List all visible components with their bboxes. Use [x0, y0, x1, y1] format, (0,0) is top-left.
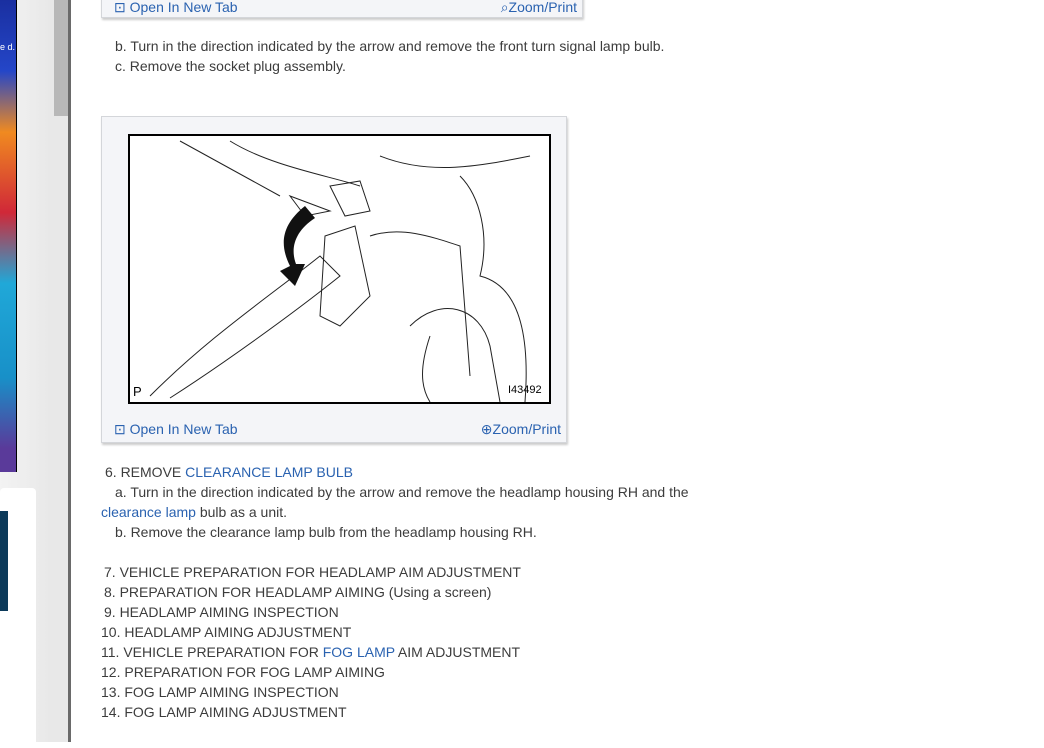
step-8: 8. PREPARATION FOR HEADLAMP AIMING (Using a screen) [104, 584, 492, 600]
open-new-tab-link[interactable] [114, 0, 238, 15]
step-11-pre: 11. VEHICLE PREPARATION FOR [101, 644, 323, 660]
step-12: 12. PREPARATION FOR FOG LAMP AIMING [101, 664, 385, 680]
open-new-tab-icon: ⊡ [114, 0, 126, 15]
figure-toolbar [102, 0, 582, 17]
open-label: Open In New Tab [129, 0, 238, 15]
step-5b: b. Turn in the direction indicated by the arrow and remove the front turn signal lamp bulb. [115, 38, 665, 54]
ad-text: e d. [0, 42, 16, 52]
step-7: 7. VEHICLE PREPARATION FOR HEADLAMP AIM ADJUSTMENT [104, 564, 521, 580]
figure-2 [101, 116, 567, 443]
pane-divider[interactable] [68, 0, 71, 742]
scrollbar-thumb[interactable] [54, 0, 68, 116]
step-11-post: AIM ADJUSTMENT [394, 644, 521, 660]
left-panel [0, 0, 70, 742]
card-banner [0, 511, 8, 611]
step-6-prefix: 6. REMOVE [105, 464, 186, 480]
zoom-icon: ⌕ [500, 0, 509, 15]
step-14: 14. FOG LAMP AIMING ADJUSTMENT [101, 704, 347, 720]
step-10: 10. HEADLAMP AIMING ADJUSTMENT [101, 624, 352, 640]
clearance-lamp-bulb-link[interactable]: CLEARANCE LAMP BULB [185, 464, 353, 480]
zoom-print-link[interactable] [501, 0, 577, 15]
zoom-label: Zoom/Print [508, 0, 577, 15]
figure-toolbar [102, 416, 566, 442]
advertisement-image[interactable] [0, 0, 17, 472]
step-6a-cont [101, 504, 287, 520]
zoom-label: Zoom/Print [492, 421, 561, 437]
zoom-print-link[interactable] [481, 421, 561, 437]
step-6 [105, 464, 353, 480]
step-6a: a. Turn in the direction indicated by the arrow and remove the headlamp housing RH and the [115, 484, 689, 500]
fog-lamp-link[interactable]: FOG LAMP [322, 644, 395, 660]
open-label: Open In New Tab [129, 421, 238, 437]
step-6b: b. Remove the clearance lamp bulb from the headlamp housing RH. [115, 524, 537, 540]
figure-1 [101, 0, 583, 18]
step-9: 9. HEADLAMP AIMING INSPECTION [104, 604, 339, 620]
figure-image[interactable] [128, 134, 551, 404]
open-new-tab-link[interactable] [114, 421, 238, 437]
lamp-socket-diagram [130, 136, 549, 402]
side-card [0, 488, 36, 748]
open-new-tab-icon: ⊡ [114, 421, 126, 437]
figure-corner-label: P [133, 384, 142, 399]
zoom-icon: ⊕ [480, 421, 493, 437]
scrollbar[interactable] [54, 0, 68, 742]
step-11 [101, 644, 520, 660]
step-5c: c. Remove the socket plug assembly. [115, 58, 346, 74]
step-13: 13. FOG LAMP AIMING INSPECTION [101, 684, 339, 700]
figure-id: I43492 [508, 384, 542, 396]
step-6a-rest: bulb as a unit. [195, 504, 287, 520]
clearance-lamp-link[interactable]: clearance lamp [101, 504, 196, 520]
